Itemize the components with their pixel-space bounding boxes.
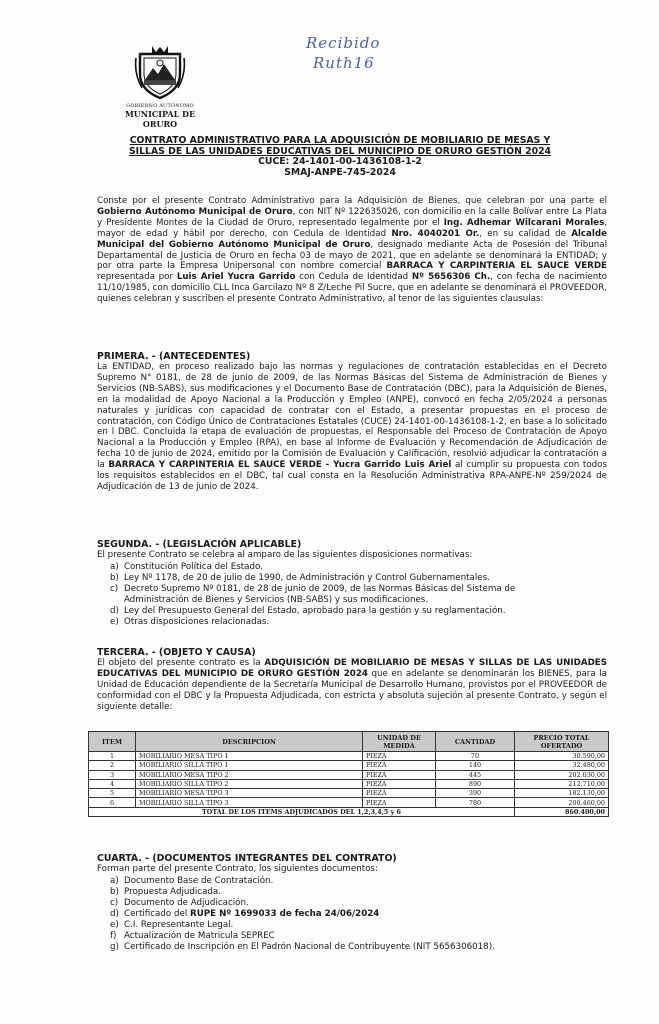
- section-heading-primera: PRIMERA. - (ANTECEDENTES): [97, 351, 251, 362]
- municipal-logo: [118, 44, 202, 129]
- received-signature: Ruth16: [313, 54, 375, 72]
- section-heading-tercera: TERCERA. - (OBJETO Y CAUSA): [97, 647, 256, 658]
- section-heading-cuarta: CUARTA. - (DOCUMENTOS INTEGRANTES DEL CONTRATO): [97, 853, 397, 864]
- table-header-row: [89, 732, 609, 752]
- table-row: 1 MOBILIARIO MESA TIPO 1 PIEZA 70 30.590,00: [89, 752, 609, 761]
- table-row: 6 MOBILIARIO SILLA TIPO 3 PIEZA 780 200.460,00: [89, 798, 609, 807]
- section-heading-segunda: SEGUNDA. - (LEGISLACIÓN APLICABLE): [97, 539, 302, 550]
- list-item: e) C.I. Representante Legal.: [110, 920, 234, 930]
- table-row: 3 MOBILIARIO MESA TIPO 2 PIEZA 445 202.030,00: [89, 770, 609, 779]
- table-row: 5 MOBILIARIO MESA TIPO 3 PIEZA 390 182.130,00: [89, 789, 609, 798]
- list-item-continuation: Administración de Bienes y Servicios (NB-SABS) y sus modificaciones.: [124, 595, 429, 605]
- total-value: 860.400,00: [515, 807, 609, 816]
- table-row: 4 MOBILIARIO SILLA TIPO 2 PIEZA 890 212.710,00: [89, 779, 609, 788]
- list-item: b) Propuesta Adjudicada.: [110, 887, 222, 897]
- list-item: a) Documento Base de Contratación.: [110, 876, 274, 886]
- received-handwriting: Recibido: [306, 34, 381, 52]
- items-table: [88, 731, 609, 817]
- segunda-list: [110, 562, 515, 628]
- intro-paragraph: Conste por el presente Contrato Administrativo para la Adquisición de Bienes, que celebran por una parte el Gobierno Autónomo Municipal de Oruro, con NIT Nº 122635026, con domicilio en la calle Bolívar entre La Plata y Presidente Montes de la Ciudad de Oruro, representado legalmente por el Ing. Adhemar Wilcarani Morales, mayor de edad y hábil por derecho, con Cedula de Identidad Nro. 4040201 Or., en su calidad de Alcalde Municipal del Gobierno Autónomo Municipal de Oruro, designado mediante Acta de Posesión del Tribunal Departamental de Justicia de Oruro en fecha 03 de mayo de 2021, que en adelante se denominará la ENTIDAD; y por otra parte la Empresa Unipersonal con nombre comercial BARRACA Y CARPINTERIA EL SAUCE VERDE representada por Luis Ariel Yucra Garrido con Cedula de Identidad Nº 5656306 Ch., con fecha de nacimiento 11/10/1985, con domicilio CLL Inca Garcilazo Nº 8 Z/Leche Pil Sucre, que en adelante se denominará el PROVEEDOR, quienes celebran y suscriben el presente Contrato Administrativo, al tenor de las siguientes clausulas:: [97, 196, 608, 305]
- contract-code: SMAJ-ANPE-745-2024: [284, 166, 396, 178]
- column-header-quantity: CANTIDAD: [436, 732, 515, 752]
- column-header-unit: UNIDAD DE MEDIDA: [363, 732, 436, 752]
- contract-title: [60, 136, 620, 178]
- cuce-code: CUCE: 24-1401-00-1436108-1-2: [258, 156, 422, 167]
- list-item: b) Ley Nº 1178, de 20 de julio de 1990, de Administración y Control Gubernamentales.: [110, 573, 490, 583]
- list-item: g) Certificado de Inscripción en El Padrón Nacional de Contribuyente (NIT 5656306018).: [110, 942, 495, 952]
- cuarta-list: [110, 876, 495, 953]
- primera-paragraph: La ENTIDAD, en proceso realizado bajo las normas y regulaciones de contratación establecidas en el Decreto Supremo N° 0181, de 28 de junio de 2009, de las Normas Básicas del Sistema de Administración de Bienes y Servicios (NB-SABS), sus modificaciones y el Documento Base de Contratación (DBC), para la Adquisición de Bienes, en la modalidad de Apoyo Nacional a la Producción y Empleo (ANPE), convocó en fecha 2/05/2024 a personas naturales y jurídicas con capacidad de contratar con el Estado, a presentar propuestas en el proceso de contratación, con Código Único de Contrataciones Estatales (CUCE) 24-1401-00-1436108-1-2, en base a lo solicitado en l DBC. Concluida la etapa de evaluación de propuestas, el Responsable del Proceso de Contratación de Apoyo Nacional a la Producción y Empleo (RPA), en base al Informe de Evaluación y Recomendación de Adjudicación de fecha 10 de junio de 2024, emitido por la Comisión de Evaluación y Calificación, resolvió adjudicar la contratación a la BARRACA Y CARPINTERIA EL SAUCE VERDE - Yucra Garrido Luis Ariel al cumplir su propuesta con todos los requisitos establecidos en el DBC, tal cual consta en la Resolución Administrativa RPA-ANPE-Nº 259/2024 de Adjudicación de 13 de junio de 2024.: [97, 362, 607, 492]
- column-header-item: ITEM: [89, 732, 136, 752]
- cuarta-intro: Forman parte del presente Contrato, los siguientes documentos:: [97, 864, 378, 874]
- list-item: e) Otras disposiciones relacionadas.: [110, 617, 270, 627]
- logo-line-1: GOBIERNO AUTÓNOMO: [126, 103, 194, 109]
- total-label: TOTAL DE LOS ITEMS ADJUDICADOS DEL 1,2,3,4,5 y 6: [89, 807, 515, 816]
- table-row: 2 MOBILIARIO SILLA TIPO 1 PIEZA 140 32.480,00: [89, 761, 609, 770]
- list-item: d) Certificado del RUPE Nº 1699033 de fecha 24/06/2024: [110, 909, 380, 919]
- coat-of-arms-icon: [134, 44, 186, 102]
- column-header-price: PRECIO TOTAL OFERTADO: [515, 732, 609, 752]
- list-item: c) Decreto Supremo Nº 0181, de 28 de junio de 2009, de las Normas Básicas del Sistema de: [110, 584, 516, 594]
- tercera-paragraph: El objeto del presente contrato es la ADQUISICIÓN DE MOBILIARIO DE MESAS Y SILLAS DE LAS UNIDADES EDUCATIVAS DEL MUNICIPIO DE ORURO GESTIÓN 2024 que en adelante se denominarán los BIENES, para la Unidad de Educación dependiente de la Secretaría Municipal de Desarrollo Humano, provistos por el PROVEEDOR de conformidad con el DBC y la Propuesta Adjudicada, con estricta y absoluta sujeción al presente Contrato, y según el siguiente detalle:: [97, 658, 607, 712]
- list-item: a) Constitución Política del Estado.: [110, 562, 263, 572]
- logo-line-2: MUNICIPAL DE ORURO: [124, 109, 196, 129]
- title-line-1: CONTRATO ADMINISTRATIVO PARA LA ADQUISICIÓN DE MOBILIARIO DE MESAS Y: [129, 135, 551, 146]
- title-line-2: SILLAS DE LAS UNIDADES EDUCATIVAS DEL MUNICIPIO DE ORURO GESTIÓN 2024: [128, 145, 552, 157]
- segunda-intro: El presente Contrato se celebra al amparo de las siguientes disposiciones normativas:: [97, 550, 473, 560]
- table-total-row: [89, 807, 609, 816]
- list-item: c) Documento de Adjudicación.: [110, 898, 249, 908]
- list-item: f) Actualización de Matricula SEPREC: [110, 931, 275, 941]
- list-item: d) Ley del Presupuesto General del Estado, aprobado para la gestión y su reglamentación.: [110, 606, 506, 616]
- column-header-description: DESCRIPCION: [136, 732, 363, 752]
